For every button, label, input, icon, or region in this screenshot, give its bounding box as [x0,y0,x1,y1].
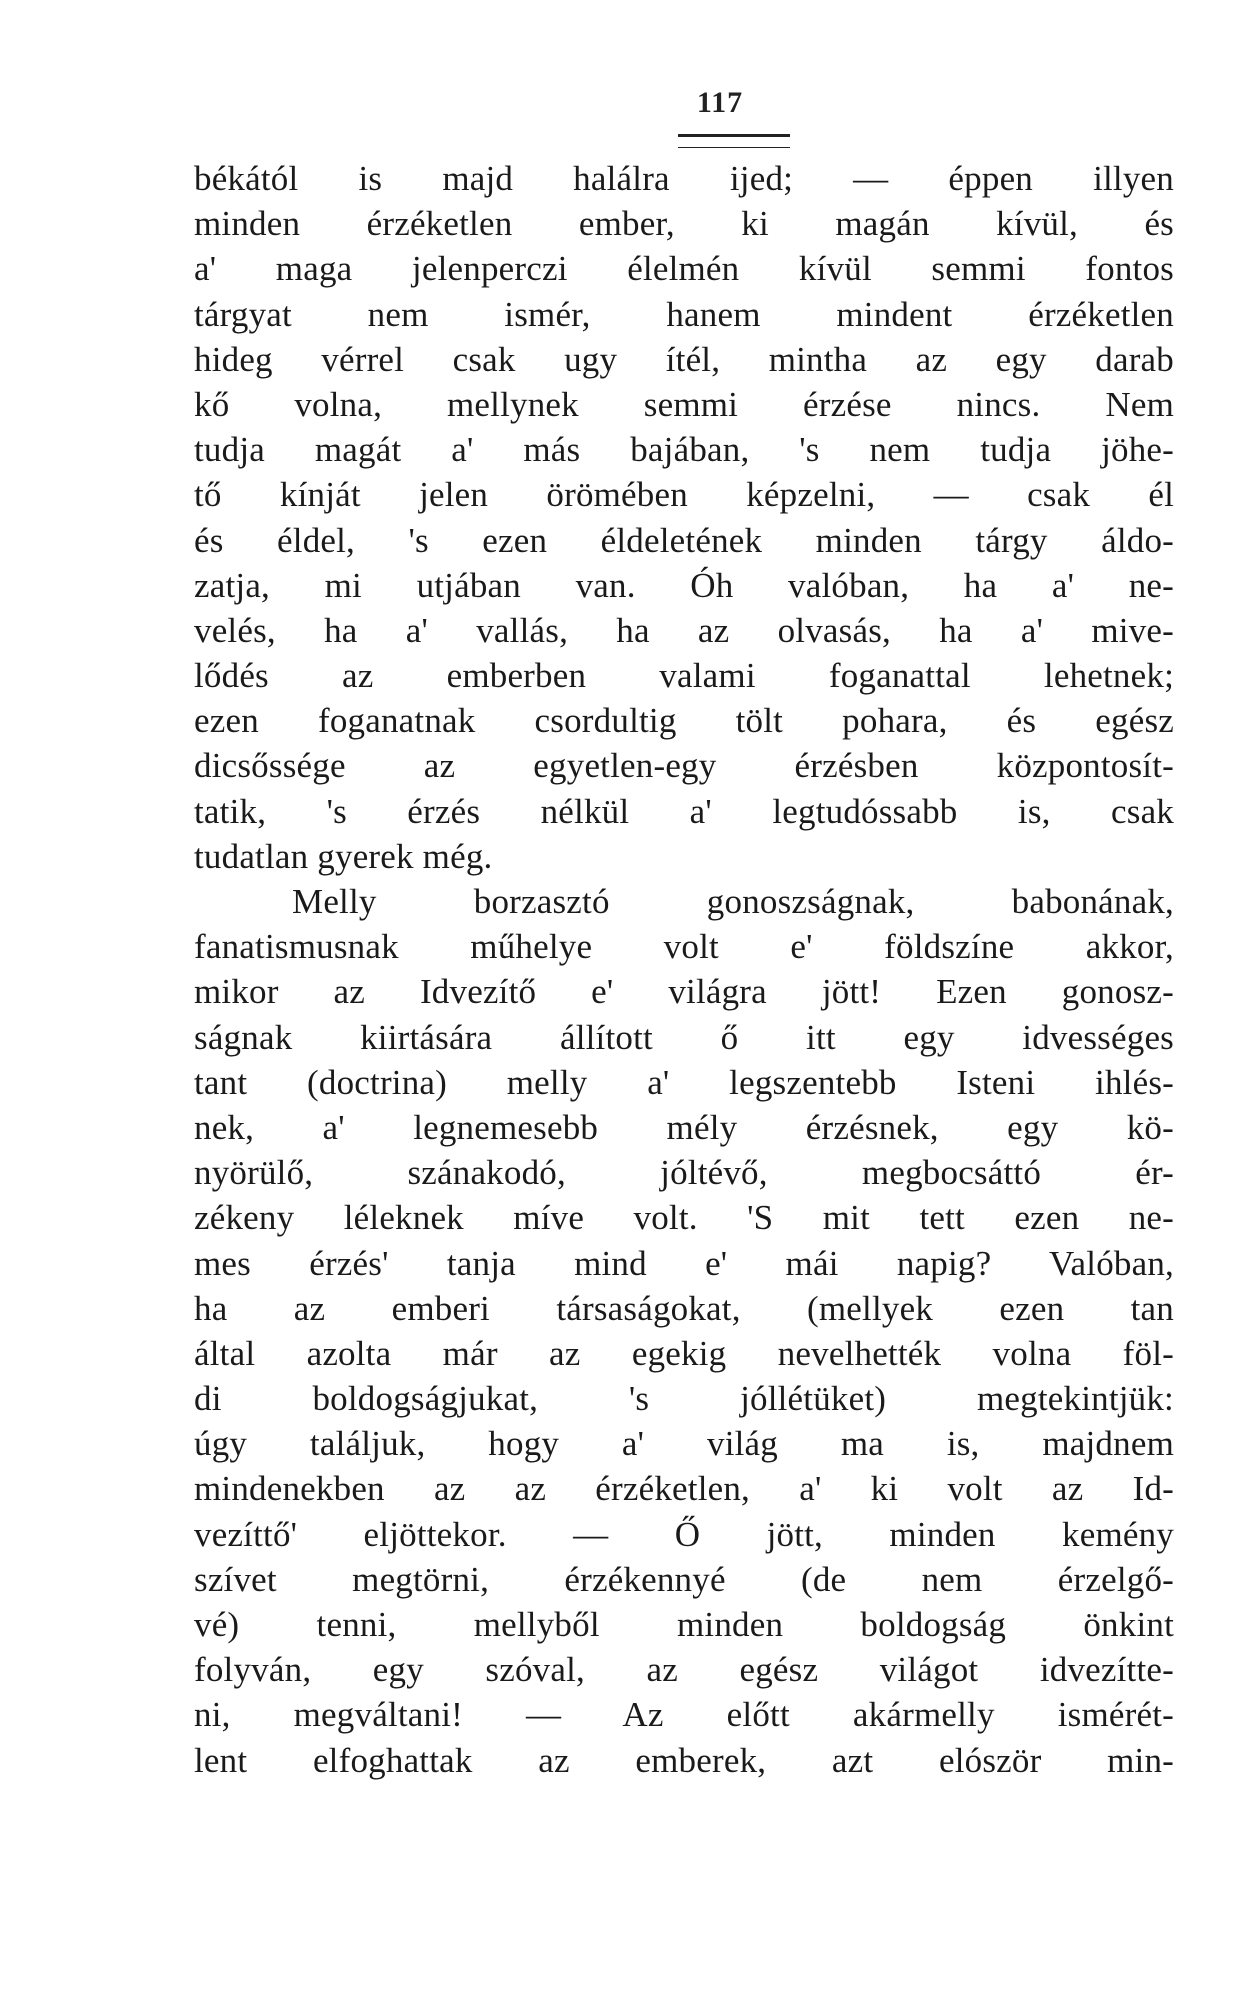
text-line: úgy találjuk, hogy a' világ ma is, majdnem [194,1424,1174,1464]
text-line: Melly borzasztó gonoszságnak, babonának, [292,882,1174,921]
text-line: minden érzéketlen ember, ki magán kívül, és [194,204,1174,244]
text-line: ni, megváltani! — Az előtt akármelly ismérét- [194,1695,1174,1735]
text-line: tudatlan gyerek még. [194,836,493,876]
text-line: lődés az emberben valami foganattal lehetnek; [194,656,1174,696]
text-line: és éldel, 's ezen éldeletének minden tárgy áldo- [194,520,1174,560]
text-line: tárgyat nem ismér, hanem mindent érzéketlen [194,294,1174,334]
text-line: tant (doctrina) melly a' legszentebb Isteni ihlés- [194,1062,1174,1102]
text-line: nek, a' legnemesebb mély érzésnek, egy kö- [194,1107,1174,1147]
text-line: által azolta már az egekig nevelhették volna föl- [194,1333,1174,1373]
text-line: mikor az Idvezítő e' világra jött! Ezen gonosz- [194,972,1174,1012]
text-line: ezen foganatnak csordultig tölt pohara, és egész [194,701,1174,741]
page-number: 117 [696,86,744,119]
text-line: kő volna, mellynek semmi érzése nincs. Nem [194,384,1174,424]
text-line: tudja magát a' más bajában, 's nem tudja jöhe- [194,430,1174,470]
text-body [194,156,1174,1783]
text-line: tatik, 's érzés nélkül a' legtudóssabb is, csak [194,791,1174,831]
text-line: dicsőssége az egyetlen-egy érzésben központosít- [194,746,1174,786]
text-line: ha az emberi társaságokat, (mellyek ezen tan [194,1288,1174,1328]
text-line: lent elfoghattak az emberek, azt elóször min- [194,1740,1174,1780]
text-line: a' maga jelenperczi élelmén kívül semmi fontos [194,249,1174,289]
text-line: mindenekben az az érzéketlen, a' ki volt az Id- [194,1469,1174,1509]
header-rule [678,134,790,148]
text-line: szívet megtörni, érzékennyé (de nem érzelgő- [194,1559,1174,1599]
text-line: vé) tenni, mellyből minden boldogság önkint [194,1605,1174,1644]
text-line: velés, ha a' vallás, ha az olvasás, ha a' mive- [194,610,1174,650]
text-line: békától is majd halálra ijed; — éppen illyen [194,159,1174,198]
text-line: tő kínját jelen örömében képzelni, — csak él [194,475,1174,515]
text-line: vezíttő' eljöttekor. — Ő jött, minden kemény [194,1514,1174,1554]
text-line: zékeny léleknek míve volt. 'S mit tett ezen ne- [194,1198,1174,1238]
text-line: zatja, mi utjában van. Óh valóban, ha a' ne- [194,565,1174,605]
text-line: ságnak kiirtására állított ő itt egy idvességes [194,1017,1174,1057]
text-line: di boldogságjukat, 's jóllétüket) megtekintjük: [194,1379,1174,1419]
text-line: hideg vérrel csak ugy ítél, mintha az egy darab [194,339,1174,379]
text-line: mes érzés' tanja mind e' mái napig? Valóban, [194,1243,1174,1283]
text-line: fanatismusnak műhelye volt e' földszíne akkor, [194,927,1174,967]
text-line: folyván, egy szóval, az egész világot idvezítte- [194,1650,1174,1690]
text-line: nyörülő, szánakodó, jóltévő, megbocsáttó ér- [194,1153,1174,1193]
